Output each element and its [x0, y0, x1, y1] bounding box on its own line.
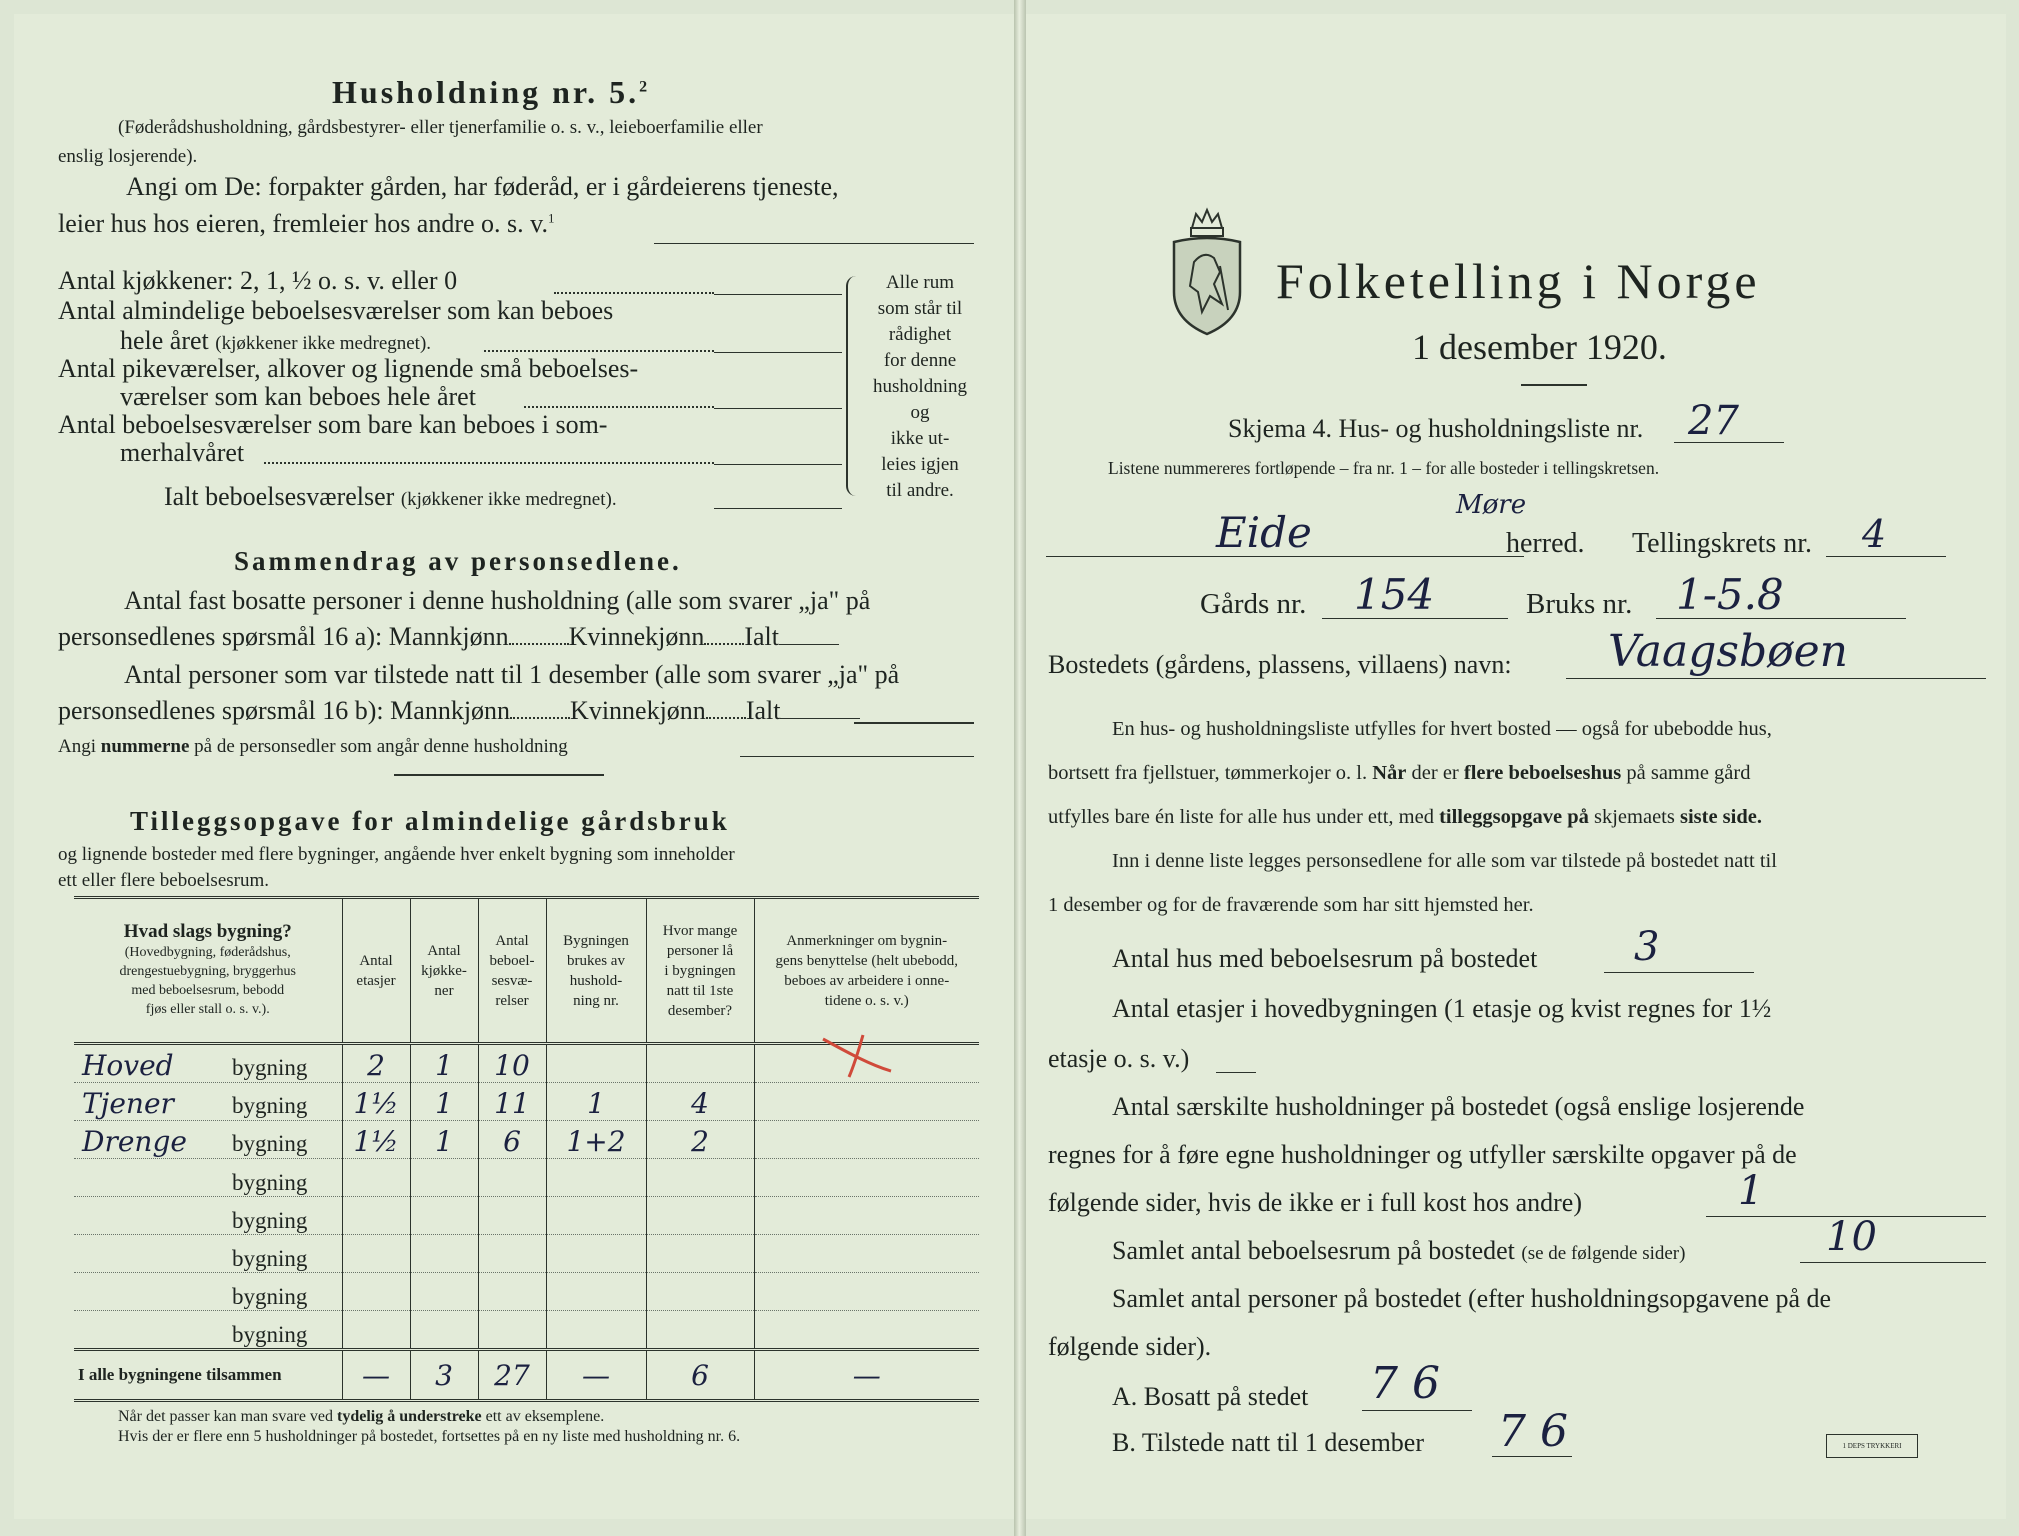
tillegg-heading: Tilleggsopgave for almindelige gårdsbruk [130, 806, 730, 836]
table-row [74, 1044, 979, 1083]
a-value: 7 6 [1370, 1358, 1440, 1409]
krets-label: Tellingskrets nr. [1632, 528, 1813, 559]
row-anm [754, 1235, 979, 1273]
divider [1521, 384, 1587, 386]
row-bygning: Tjener bygning [74, 1083, 342, 1121]
b-label: B. Tilstede natt til 1 desember [1112, 1428, 1424, 1457]
left-page [14, 14, 1014, 1519]
pike-line [714, 408, 842, 409]
skjema-nr: 27 [1688, 398, 1739, 444]
row-pers [646, 1044, 754, 1083]
row-etasjer: 2 [342, 1044, 410, 1083]
table-row [74, 1083, 979, 1121]
side-note-line: leies igjen [881, 454, 959, 475]
divider [394, 774, 604, 776]
row-kjokken [410, 1159, 478, 1197]
side-note-line: til andre. [886, 480, 954, 501]
herred-line [1046, 556, 1524, 557]
tillegg-sub-1: og lignende bosteder med flere bygninger, angående hver enkelt bygning som inneholder [58, 844, 735, 865]
info-2: bortsett fra fjellstuer, tømmerkojer o. l. Når der er flere beboelseshus på samme gård [1048, 762, 1751, 784]
skjema-line [1674, 442, 1784, 443]
angi-line [740, 756, 974, 757]
bruks-line [1656, 618, 1906, 619]
side-note-line: og [910, 402, 930, 423]
row-pers [646, 1273, 754, 1311]
col-kjokken-header: Antal kjøkke- ner [410, 899, 478, 1044]
a-label: A. Bosatt på stedet [1112, 1382, 1309, 1411]
total-label: I alle bygningene tilsammen [74, 1350, 342, 1401]
row-hush [546, 1311, 646, 1350]
table-total-row [74, 1350, 979, 1401]
row-etasjer [342, 1235, 410, 1273]
q-hus-value: 3 [1634, 924, 1660, 970]
rooms-ialt: Ialt beboelsesværelser (kjøkkener ikke medregnet). [164, 482, 617, 511]
gards-line [1322, 618, 1508, 619]
row-bygning: bygning [74, 1197, 342, 1235]
total-kjokken: 3 [410, 1350, 478, 1401]
row-kjokken [410, 1273, 478, 1311]
row-rum [478, 1197, 546, 1235]
row-pers [646, 1235, 754, 1273]
q-etasjer-line [1216, 1072, 1256, 1073]
col-rum-header: Antal beboel- sesvæ- relser [478, 899, 546, 1044]
alm-line [714, 352, 842, 353]
row-rum [478, 1311, 546, 1350]
row-pers: 2 [646, 1121, 754, 1159]
herred-label: herred. [1506, 528, 1585, 559]
red-cross-mark [815, 1031, 895, 1081]
row-pers [646, 1197, 754, 1235]
q-hush-value: 1 [1738, 1168, 1764, 1214]
col-hush-header: Bygningen brukes av hushold- ning nr. [546, 899, 646, 1044]
info-4: Inn i denne liste legges personsedlene for alle som var tilstede på bostedet natt til [1112, 850, 1777, 872]
total-rum: 27 [478, 1350, 546, 1401]
info-3: utfylles bare én liste for alle hus under ett, med tilleggsopgave på skjemaets siste side. [1048, 806, 1762, 828]
herred-value: Eide [1216, 508, 1312, 557]
rooms-kjokkener: Antal kjøkkener: 2, 1, ½ o. s. v. eller 0 [58, 266, 458, 295]
row-hush [546, 1235, 646, 1273]
census-title: Folketelling i Norge [1276, 253, 1761, 309]
row-hush [546, 1159, 646, 1197]
gards-label: Gårds nr. [1200, 588, 1307, 620]
bosted-label: Bostedets (gårdens, plassens, villaens) navn: [1048, 650, 1512, 679]
row-anm [754, 1273, 979, 1311]
q-pers-1: Samlet antal personer på bostedet (efter husholdningsopgavene på de [1112, 1284, 1832, 1313]
printer-stamp: 1 DEPS TRYKKERI [1826, 1434, 1918, 1458]
right-page [1026, 14, 2006, 1519]
bosted-line [1566, 678, 1986, 679]
intro-paren-2: enslig losjerende). [58, 146, 198, 167]
row-etasjer [342, 1273, 410, 1311]
table-row [74, 1311, 979, 1350]
row-hush: 1 [546, 1083, 646, 1121]
total-etasjer: — [342, 1350, 410, 1401]
coat-of-arms-icon [1162, 200, 1252, 340]
row-etasjer [342, 1197, 410, 1235]
q-rum-value: 10 [1826, 1214, 1877, 1260]
rooms-sommer-2: merhalvåret [120, 438, 245, 467]
q-pers-2: følgende sider). [1048, 1332, 1212, 1361]
row-kjokken: 1 [410, 1121, 478, 1159]
row-etasjer [342, 1159, 410, 1197]
q-rum: Samlet antal beboelsesrum på bostedet (se de følgende sider) [1112, 1236, 1686, 1265]
table-row [74, 1159, 979, 1197]
q-hush-3: følgende sider, hvis de ikke er i full kost hos andre) [1048, 1188, 1582, 1217]
row-rum [478, 1235, 546, 1273]
summary-p1-b: personsedlenes spørsmål 16 a): Mannkjønn Kvinnekjønn Ialt [58, 622, 839, 652]
table-row [74, 1235, 979, 1273]
row-hush [546, 1197, 646, 1235]
krets-line [1826, 556, 1946, 557]
row-anm [754, 1159, 979, 1197]
skjema-label: Skjema 4. Hus- og husholdningsliste nr. [1228, 414, 1644, 443]
herred-above: Møre [1456, 490, 1527, 520]
summary-angi: Angi nummerne på de personsedler som angår denne husholdning [58, 736, 568, 757]
ialt-line [714, 508, 842, 509]
rooms-alm-1: Antal almindelige beboelsesværelser som kan beboes [58, 296, 614, 325]
side-note-line: Alle rum [885, 272, 955, 293]
q-hush-1: Antal særskilte husholdninger på bostedet (også enslige losjerende [1112, 1092, 1805, 1121]
row-anm [754, 1083, 979, 1121]
summary-heading: Sammendrag av personsedlene. [234, 546, 682, 576]
b-value: 7 6 [1498, 1406, 1568, 1457]
side-note [860, 270, 980, 504]
krets-value: 4 [1862, 512, 1887, 556]
row-bygning: bygning [74, 1273, 342, 1311]
col-anm-header: Anmerkninger om bygnin- gens benyttelse (helt ubebodd, beboes av arbeidere i onne- tidene o. s. v.) [754, 899, 979, 1044]
total-anm: — [754, 1350, 979, 1401]
intro-paren: (Føderådshusholdning, gårdsbestyrer- eller tjenerfamilie o. s. v., leieboerfamilie eller [118, 117, 763, 138]
row-bygning: Drenge bygning [74, 1121, 342, 1159]
row-pers [646, 1159, 754, 1197]
row-kjokken: 1 [410, 1083, 478, 1121]
angi-line-1: Angi om De: forpakter gården, har føderåd, er i gårdeierens tjeneste, [126, 172, 839, 201]
bruks-value: 1-5.8 [1676, 570, 1784, 619]
info-1: En hus- og husholdningsliste utfylles for hvert bosted — også for ubebodde hus, [1112, 718, 1772, 740]
row-pers: 4 [646, 1083, 754, 1121]
row-kjokken [410, 1311, 478, 1350]
q-etasjer-1: Antal etasjer i hovedbygningen (1 etasje og kvist regnes for 1½ [1112, 994, 1772, 1023]
angi-answer-line [654, 243, 974, 244]
row-etasjer [342, 1311, 410, 1350]
row-bygning: bygning [74, 1311, 342, 1350]
footnote-2: Hvis der er flere enn 5 husholdninger på bostedet, fortsettes på en ny liste med husholdning nr. 6. [118, 1428, 741, 1445]
a-line [1362, 1410, 1472, 1411]
info-5: 1 desember og for de fraværende som har sitt hjemsted her. [1048, 894, 1534, 916]
row-rum: 6 [478, 1121, 546, 1159]
listene-note: Listene nummereres fortløpende – fra nr. 1 – for alle bosteder i tellingskretsen. [1108, 458, 1660, 478]
table-header-row [74, 899, 979, 1044]
rooms-sommer-1: Antal beboelsesværelser som bare kan beboes i som- [58, 410, 608, 439]
row-anm [754, 1121, 979, 1159]
census-date: 1 desember 1920. [1412, 327, 1667, 367]
col-etasjer-header: Antal etasjer [342, 899, 410, 1044]
side-note-line: ikke ut- [890, 428, 950, 449]
rooms-alm-2: hele året (kjøkkener ikke medregnet). [120, 326, 432, 355]
row-kjokken [410, 1235, 478, 1273]
row-anm [754, 1311, 979, 1350]
bosted-value: Vaagsbøen [1608, 626, 1848, 677]
q-hus: Antal hus med beboelsesrum på bostedet [1112, 944, 1538, 973]
q-hush-2: regnes for å føre egne husholdninger og utfyller særskilte opgaver på de [1048, 1140, 1797, 1169]
col-pers-header: Hvor mange personer lå i bygningen natt til 1ste desember? [646, 899, 754, 1044]
gards-value: 154 [1354, 570, 1435, 619]
ialt-double [854, 722, 974, 724]
summary-p2-b: personsedlenes spørsmål 16 b): Mannkjønn Kvinnekjønn Ialt [58, 696, 860, 726]
row-anm [754, 1197, 979, 1235]
row-pers [646, 1311, 754, 1350]
q-hus-line [1604, 972, 1754, 973]
angi-line-2: leier hus hos eieren, fremleier hos andre o. s. v.$^1$ [58, 209, 555, 238]
row-kjokken [410, 1197, 478, 1235]
row-bygning: bygning [74, 1235, 342, 1273]
household-title: Husholdning nr. 5.$^2$ [332, 74, 651, 110]
summary-p1-a: Antal fast bosatte personer i denne husholdning (alle som svarer „ja" på [124, 586, 871, 615]
row-rum [478, 1273, 546, 1311]
row-hush [546, 1044, 646, 1083]
table-row [74, 1121, 979, 1159]
kjokkener-line [714, 294, 842, 295]
side-note-line: for denne [883, 350, 957, 371]
total-pers: 6 [646, 1350, 754, 1401]
footnote-1: Når det passer kan man svare ved tydelig å understreke ett av eksemplene. [118, 1408, 605, 1425]
side-note-line: husholdning [873, 376, 967, 397]
rooms-pike-2: værelser som kan beboes hele året [120, 382, 476, 411]
col-bygning-header: Hvad slags bygning? (Hovedbygning, føderådshus, drengestuebygning, bryggerhus med beboelsesrum, bebodd fjøs eller stall o. s. v.). [74, 899, 342, 1044]
side-note-line: rådighet [888, 324, 952, 345]
buildings-table [74, 899, 979, 1402]
row-anm [754, 1044, 979, 1083]
rooms-pike-1: Antal pikeværelser, alkover og lignende små beboelses- [58, 354, 639, 383]
row-rum: 10 [478, 1044, 546, 1083]
dots [524, 406, 714, 408]
dots [554, 292, 714, 294]
side-note-line: som står til [877, 298, 963, 319]
q-rum-line [1800, 1262, 1986, 1263]
row-etasjer: 1½ [342, 1083, 410, 1121]
row-rum [478, 1159, 546, 1197]
dots [264, 462, 714, 464]
table-row [74, 1273, 979, 1311]
row-bygning: bygning [74, 1159, 342, 1197]
total-hush: — [546, 1350, 646, 1401]
row-rum: 11 [478, 1083, 546, 1121]
row-kjokken: 1 [410, 1044, 478, 1083]
b-line [1492, 1456, 1572, 1457]
row-hush: 1+2 [546, 1121, 646, 1159]
dots [484, 350, 714, 352]
tillegg-sub-2: ett eller flere beboelsesrum. [58, 870, 270, 891]
summary-p2-a: Antal personer som var tilstede natt til 1 desember (alle som svarer „ja" på [124, 660, 900, 689]
page-fold [1014, 0, 1026, 1536]
row-hush [546, 1273, 646, 1311]
bruks-label: Bruks nr. [1526, 588, 1633, 620]
row-bygning: Hoved bygning [74, 1044, 342, 1083]
sommer-line [714, 464, 842, 465]
table-row [74, 1197, 979, 1235]
row-etasjer: 1½ [342, 1121, 410, 1159]
q-etasjer-2: etasje o. s. v.) [1048, 1044, 1190, 1073]
